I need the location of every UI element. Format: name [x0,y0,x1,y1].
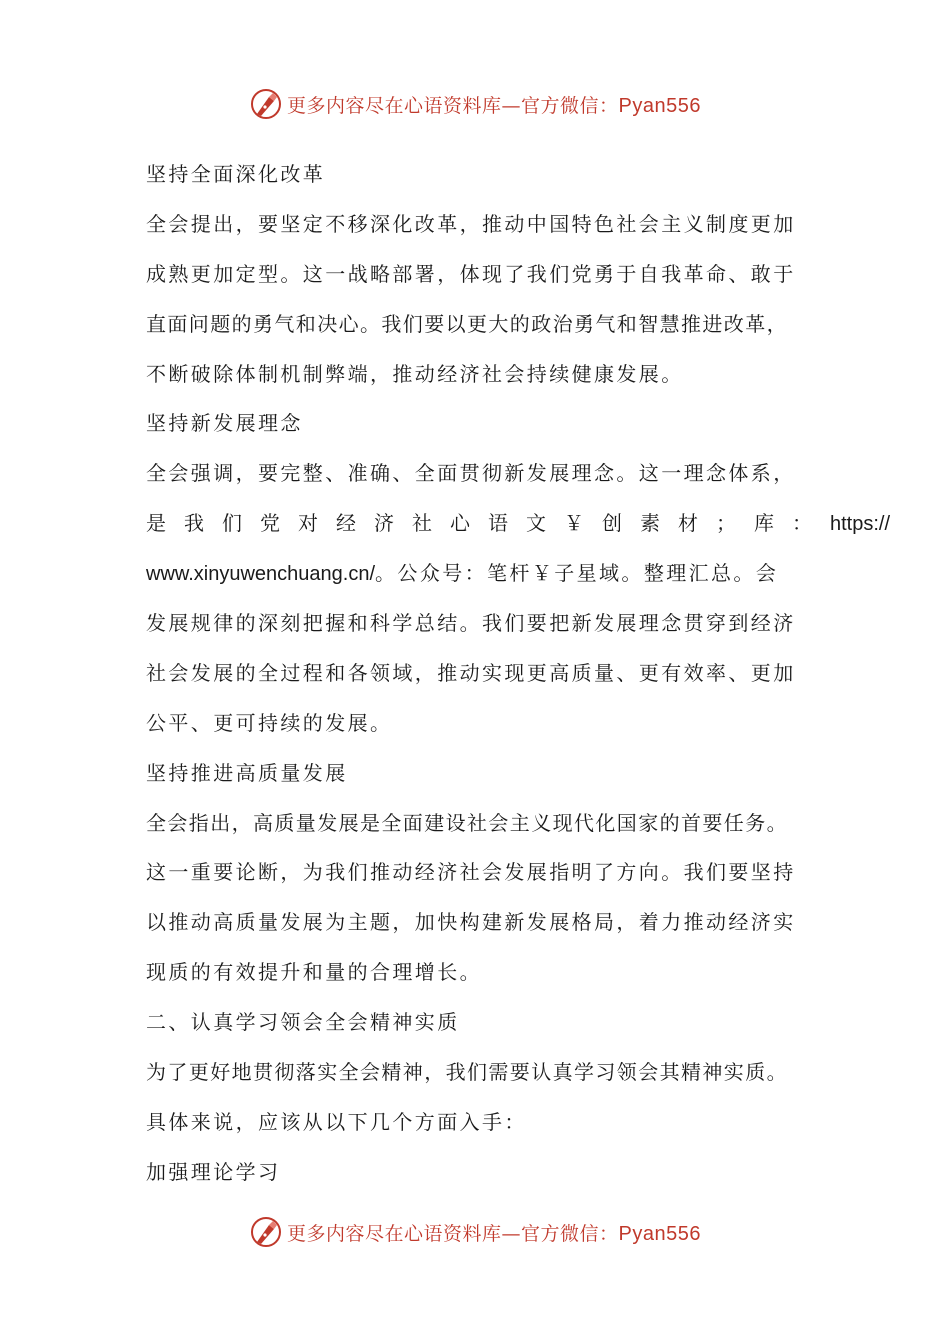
banner-text: 更多内容尽在心语资料库—官方微信：Pyan556 [287,94,701,117]
document-body [146,150,891,1198]
url-prefix: https:// [830,513,891,536]
watermark-inline-text: 是我们党对经济社心语文￥创素材；库： [146,511,830,536]
paragraph-line: 公平、更可持续的发展。 [146,710,393,735]
paragraph-line: 成熟更加定型。这一战略部署，体现了我们党勇于自我革命、敢于 [146,261,796,286]
paragraph-line: 全会提出，要坚定不移深化改革，推动中国特色社会主义制度更加 [146,211,796,236]
paragraph-line: 这一重要论断，为我们推动经济社会发展指明了方向。我们要坚持 [146,860,796,885]
paragraph-line: 社会发展的全过程和各领域，推动实现更高质量、更有效率、更加 [146,660,796,685]
wechat-id: Pyan556 [618,94,701,117]
banner-text: 更多内容尽在心语资料库—官方微信：Pyan556 [287,1222,701,1245]
paragraph-line: 为了更好地贯彻落实全会精神，我们需要认真学习领会其精神实质。 [146,1060,788,1085]
url-trailing-text: 。公众号：笔杆￥子星域。整理汇总。会 [375,561,779,586]
paragraph-line: 以推动高质量发展为主题，加快构建新发展格局，着力推动经济实 [146,910,796,935]
heading-new-development-concept: 坚持新发展理念 [146,411,303,436]
paragraph-line: 具体来说，应该从以下几个方面入手： [146,1109,527,1134]
wechat-id: Pyan556 [618,1222,701,1245]
paragraph-line: 不断破除体制机制弊端，推动经济社会持续健康发展。 [146,361,684,386]
heading-theory-study: 加强理论学习 [146,1159,281,1184]
pen-nib-logo-icon [249,1215,283,1249]
heading-deepen-reform: 坚持全面深化改革 [146,162,326,186]
paragraph-line: 全会指出，高质量发展是全面建设社会主义现代化国家的首要任务。 [146,810,788,835]
paragraph-line: 直面问题的勇气和决心。我们要以更大的政治勇气和智慧推进改革， [146,311,788,336]
heading-high-quality-development: 坚持推进高质量发展 [146,760,348,785]
paragraph-line-url [146,549,826,599]
website-url: www.xinyuwenchuang.cn/ [146,563,376,586]
paragraph-line: 现质的有效提升和量的合理增长。 [146,960,482,985]
heading-section-two: 二、认真学习领会全会精神实质 [146,1010,460,1035]
paragraph-line-watermark [146,499,891,549]
footer-watermark-banner [0,1212,950,1252]
paragraph-line: 发展规律的深刻把握和科学总结。我们要把新发展理念贯穿到经济 [146,611,796,636]
header-watermark-banner [0,84,950,124]
pen-nib-logo-icon [249,87,283,121]
paragraph-line: 全会强调，要完整、准确、全面贯彻新发展理念。这一理念体系， [146,461,796,486]
